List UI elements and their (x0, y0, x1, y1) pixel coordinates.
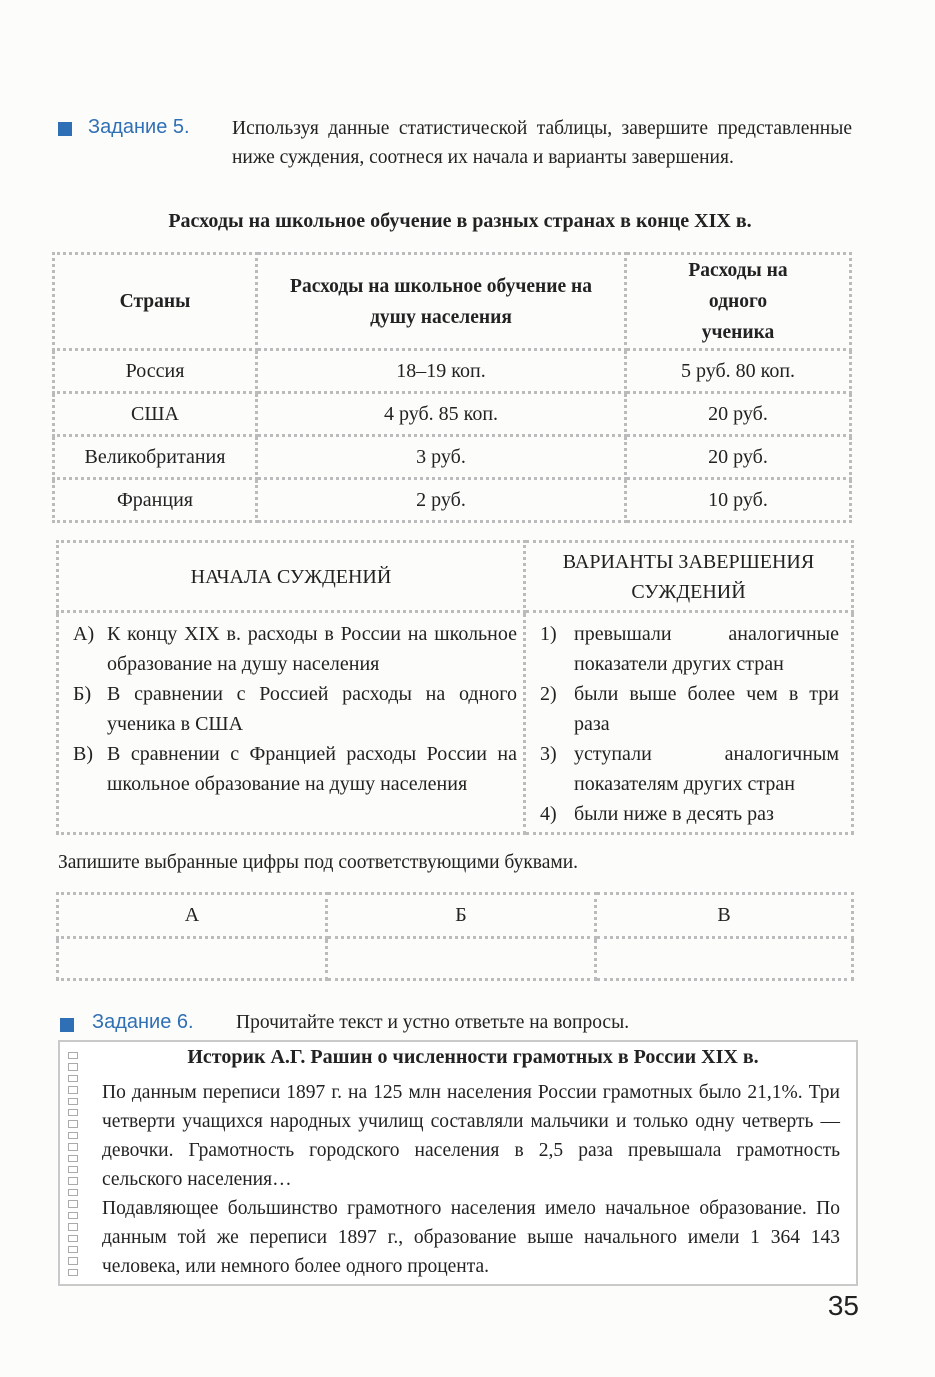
source-paragraph-1: По данным переписи 1897 г. на 125 млн населения России грамотных было 21,1%. Три четверти учащихся народных училищ составляли мальчики и только одну четверть — девочки. Грамотность городского населения в 2,5 раза превышала грамотность сельского населения… (102, 1082, 840, 1190)
options-list (525, 612, 853, 834)
chain-decoration (68, 1052, 78, 1280)
list-item: Б) В сравнении с Россией расходы на одного ученика в США (73, 683, 517, 735)
list-item: В) В сравнении с Францией расходы России на школьное образование на душу населения (73, 743, 517, 795)
starts-list (58, 612, 525, 834)
cell: Франция (54, 479, 257, 522)
answer-letter-c: В (596, 894, 853, 938)
answer-letter-a: А (58, 894, 327, 938)
cell: Великобритания (54, 436, 257, 479)
cell: 20 руб. (626, 436, 851, 479)
options-header: ВАРИАНТЫ ЗАВЕРШЕНИЯ СУЖДЕНИЙ (525, 542, 853, 612)
answer-field-c[interactable] (596, 938, 853, 980)
source-paragraph-2: Подавляющее большинство грамотного населения имело начальное образование. По данным той же переписи 1897 г., образование выше начального имели 1 364 143 человека, или немного более одного процента. (102, 1198, 840, 1277)
expenses-table (52, 252, 852, 523)
answer-table (56, 892, 854, 981)
cell: 20 руб. (626, 393, 851, 436)
source-title: Историк А.Г. Рашин о численности грамотных в России XIX в. (187, 1046, 759, 1068)
cell: 2 руб. (257, 479, 626, 522)
col-header-country: Страны (54, 254, 257, 350)
page-number: 35 (827, 1290, 859, 1321)
list-item: 3) уступали аналогичным показателям других стран (540, 743, 839, 795)
table-row (54, 350, 851, 393)
task5-instructions: Используя данные статистической таблицы, завершите представленные ниже суждения, соотнеся их начала и варианты завершения. (232, 118, 852, 168)
table-row (54, 393, 851, 436)
answer-prompt: Запишите выбранные цифры под соответствующими буквами. (58, 852, 579, 873)
task5-label: Задание 5. (88, 116, 190, 138)
cell: Россия (54, 350, 257, 393)
answer-field-a[interactable] (58, 938, 327, 980)
answer-field-b[interactable] (327, 938, 596, 980)
col-header-per-student: Расходы на одного ученика (626, 254, 851, 350)
starts-header: НАЧАЛА СУЖДЕНИЙ (58, 542, 525, 612)
matching-table (56, 540, 854, 835)
list-item: 4) были ниже в десять раз (540, 803, 774, 825)
table-title: Расходы на школьное обучение в разных странах в конце XIX в. (168, 210, 752, 232)
cell: 10 руб. (626, 479, 851, 522)
list-item: А) К концу XIX в. расходы в России на школьное образование на душу населения (73, 623, 517, 675)
cell: 18–19 коп. (257, 350, 626, 393)
list-item: 2) были выше более чем в три раза (540, 683, 839, 735)
list-item: 1) превышали аналогичные показатели других стран (540, 623, 839, 675)
cell: 3 руб. (257, 436, 626, 479)
table-row (54, 479, 851, 522)
cell: США (54, 393, 257, 436)
cell: 4 руб. 85 коп. (257, 393, 626, 436)
table-row (54, 436, 851, 479)
task6-label: Задание 6. (92, 1011, 194, 1033)
task6-instructions: Прочитайте текст и устно ответьте на вопросы. (236, 1012, 630, 1033)
task6-marker (60, 1018, 74, 1032)
answer-letter-b: Б (327, 894, 596, 938)
cell: 5 руб. 80 коп. (626, 350, 851, 393)
task5-marker (58, 122, 72, 136)
source-box (58, 1040, 858, 1286)
col-header-per-capita: Расходы на школьное обучение на душу населения (257, 254, 626, 350)
